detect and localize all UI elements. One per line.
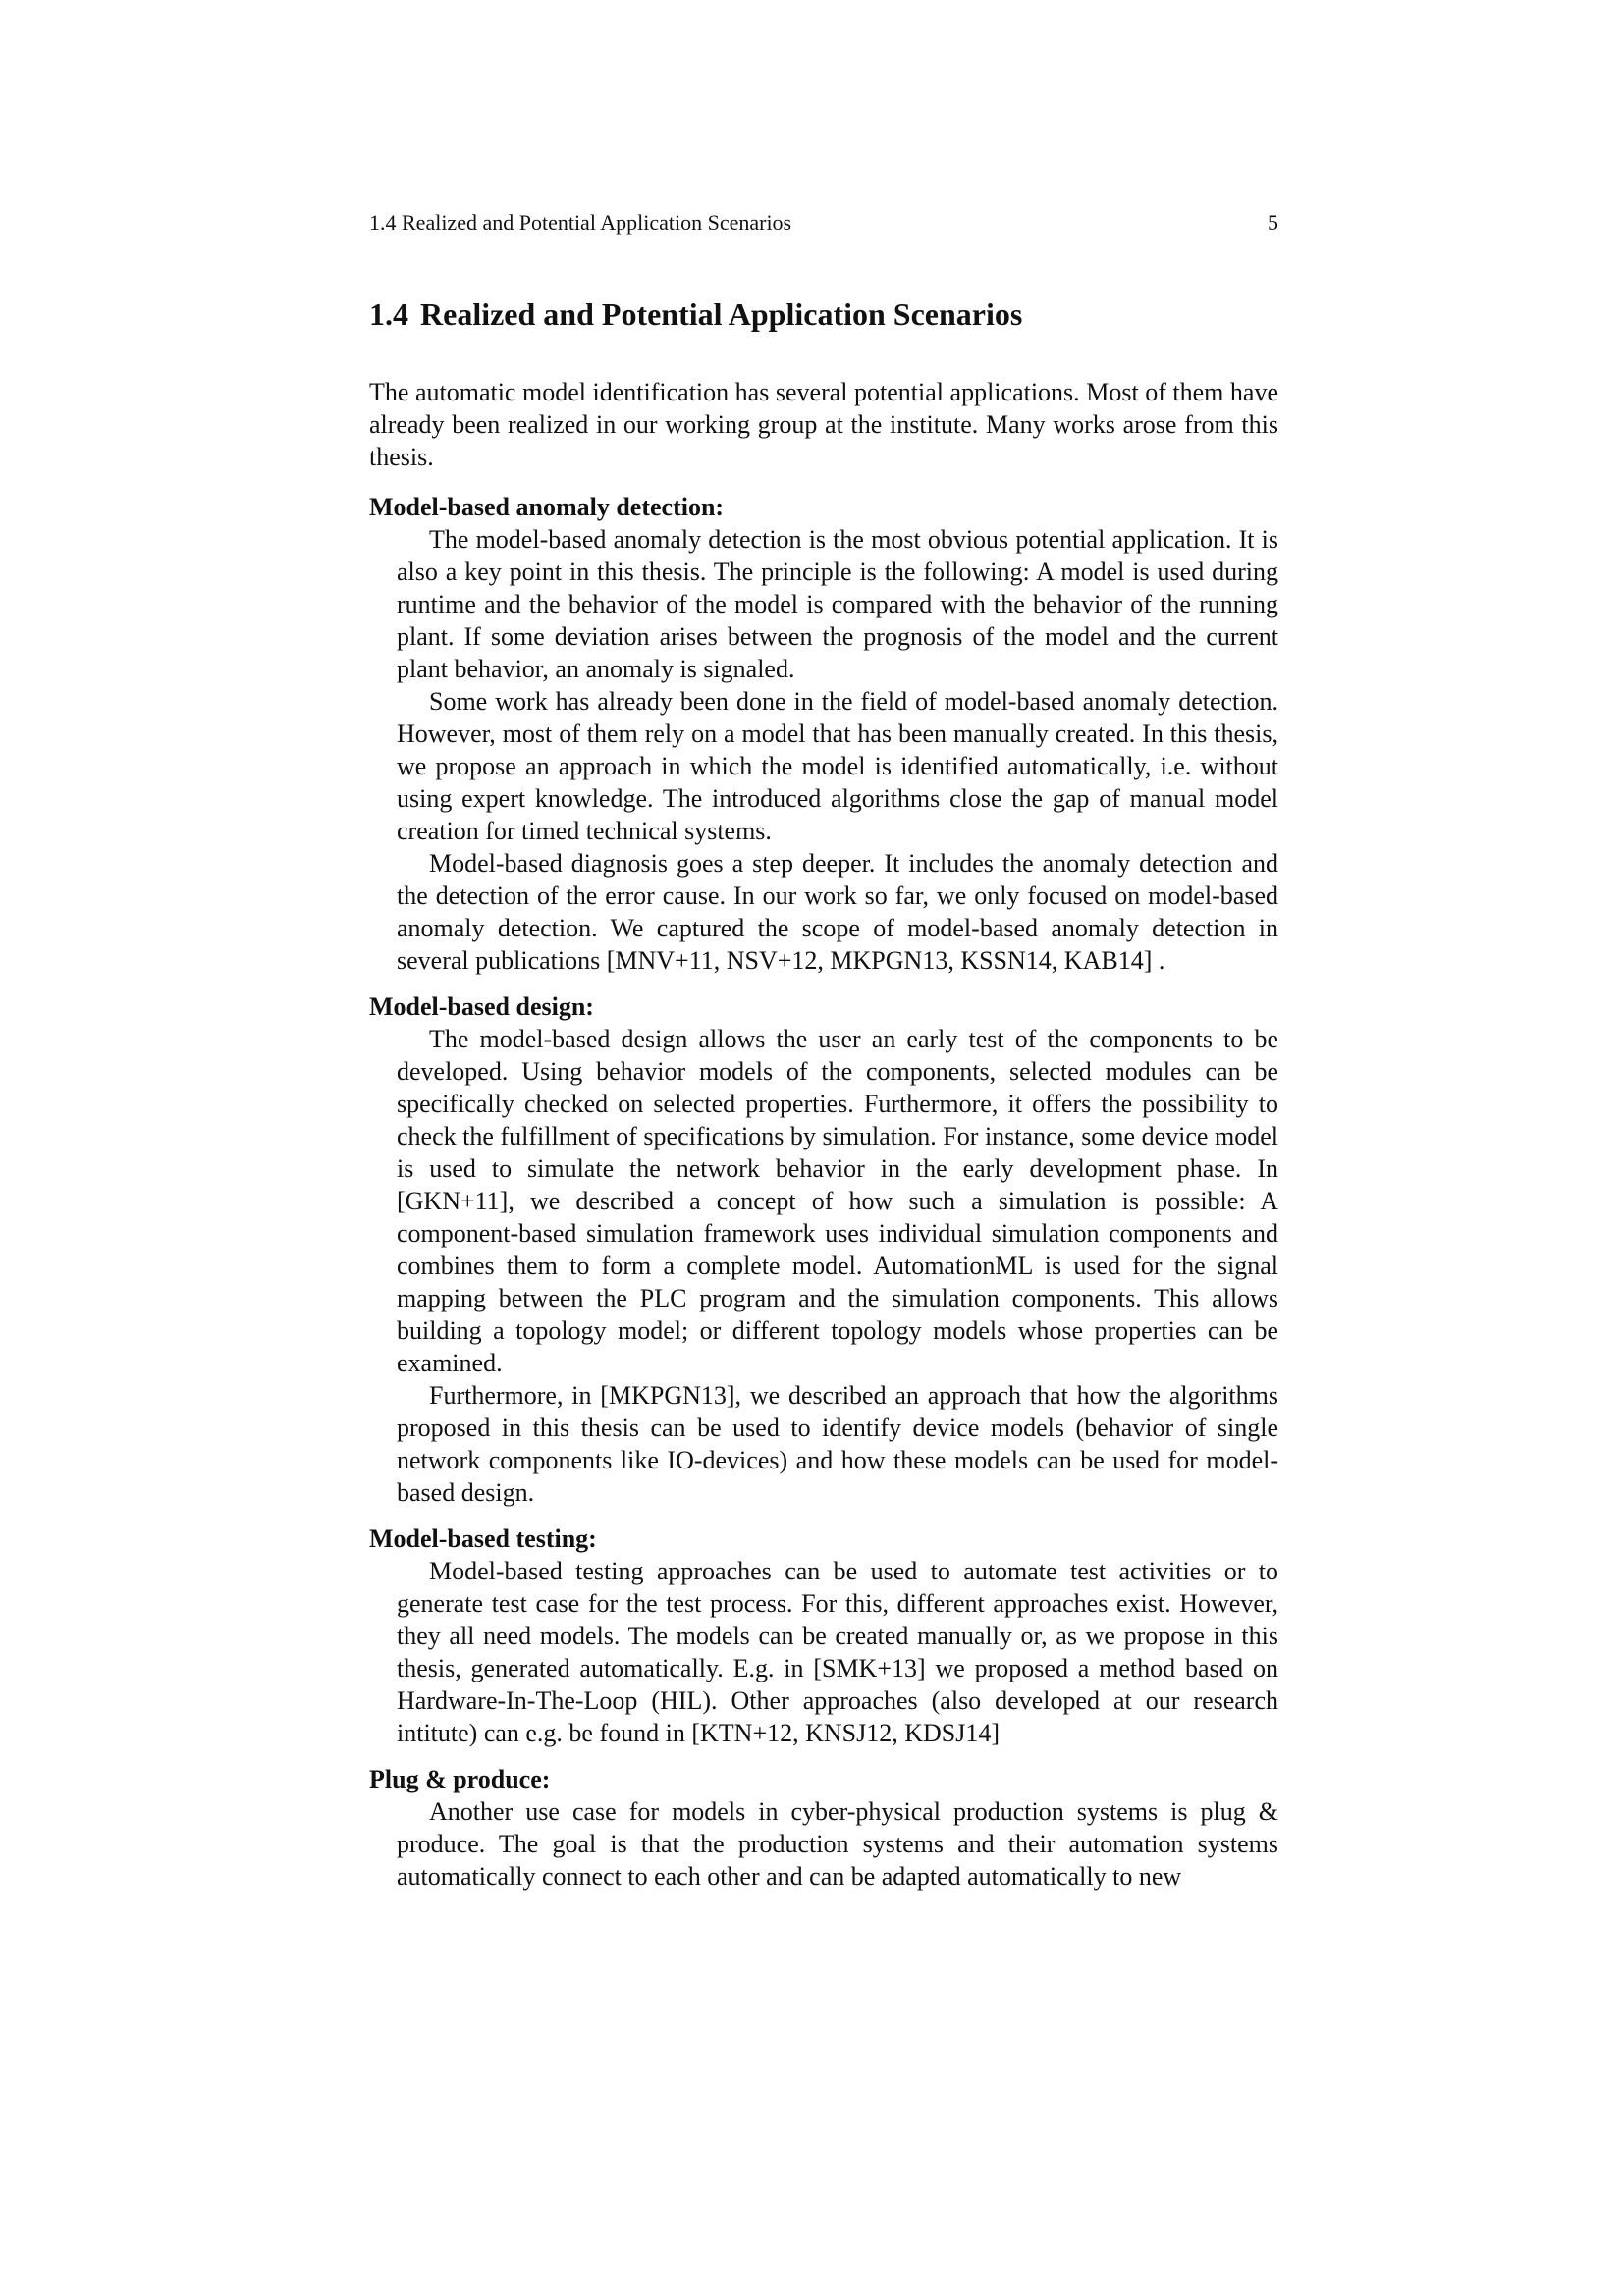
paragraph: Some work has already been done in the field of model-based anomaly detection. However, most of them rely on a model that has been manually created. In this thesis, we propose an approach in which the model is identified automatically, i.e. without using expert knowledge. The introduced algorithms close the gap of manual model creation for timed technical systems.	[397, 687, 1278, 845]
running-title: 1.4 Realized and Potential Application Scenarios	[369, 210, 792, 235]
paragraph: Model-based testing approaches can be used to automate test activities or to generate test case for the test process. For this, different approaches exist. However, they all need models. The models can be created manually or, as we propose in this thesis, generated automatically. E.g. in [SMK+13] we proposed a method based on Hardware-In-The-Loop (HIL). Other approaches (also developed at our research intitute) can e.g. be found in [KTN+12, KNSJ12, KDSJ14]	[397, 1557, 1278, 1747]
item-title: Plug & produce:	[369, 1765, 551, 1793]
item-anomaly-detection	[369, 491, 1278, 977]
paragraph: Another use case for models in cyber-physical production systems is plug & produce. The goal is that the production systems and their automation systems automatically connect to each other and can be adapted automatically to new	[397, 1797, 1278, 1891]
intro-paragraph: The automatic model identification has several potential applications. Most of them have already been realized in our working group at the institute. Many works arose from this thesis.	[369, 378, 1278, 471]
paragraph: The model-based anomaly detection is the most obvious potential application. It is also a key point in this thesis. The principle is the following: A model is used during runtime and the behavior of the model is compared with the behavior of the running plant. If some deviation arises between the prognosis of the model and the current plant behavior, an anomaly is signaled.	[397, 525, 1278, 683]
item-body	[397, 1555, 1278, 1749]
item-title: Model-based testing:	[369, 1524, 597, 1553]
item-body	[397, 523, 1278, 977]
page-number: 5	[1268, 210, 1278, 235]
section-heading	[369, 294, 1278, 334]
running-header	[369, 209, 1278, 237]
item-model-based-testing	[369, 1522, 1278, 1749]
section-number: 1.4	[369, 296, 408, 332]
section-title: Realized and Potential Application Scenarios	[420, 296, 1023, 332]
paragraph: The model-based design allows the user an early test of the components to be developed. Using behavior models of the components, selected modules can be specifically checked on selected properties. Furthermore, it offers the possibility to check the fulfillment of specifications by simulation. For instance, some device model is used to simulate the network behavior in the early development phase. In [GKN+11], we described a concept of how such a simulation is possible: A component-based simulation framework uses individual simulation components and combines them to form a complete model. AutomationML is used for the signal mapping between the PLC program and the simulation components. This allows building a topology model; or different topology models whose properties can be examined.	[397, 1025, 1278, 1377]
paragraph: Model-based diagnosis goes a step deeper. It includes the anomaly detection and the detection of the error cause. In our work so far, we only focused on model-based anomaly detection. We captured the scope of model-based anomaly detection in several publications [MNV+11, NSV+12, MKPGN13, KSSN14, KAB14] .	[397, 849, 1278, 975]
item-title: Model-based design:	[369, 992, 594, 1021]
item-plug-and-produce	[369, 1763, 1278, 1893]
body-text	[369, 376, 1278, 1906]
item-body	[397, 1795, 1278, 1893]
paragraph: Furthermore, in [MKPGN13], we described an approach that how the algorithms proposed in this thesis can be used to identify device models (behavior of single network components like IO-devices) and how these models can be used for model-based design.	[397, 1381, 1278, 1507]
item-title: Model-based anomaly detection:	[369, 493, 725, 521]
item-body	[397, 1023, 1278, 1509]
item-model-based-design	[369, 990, 1278, 1509]
